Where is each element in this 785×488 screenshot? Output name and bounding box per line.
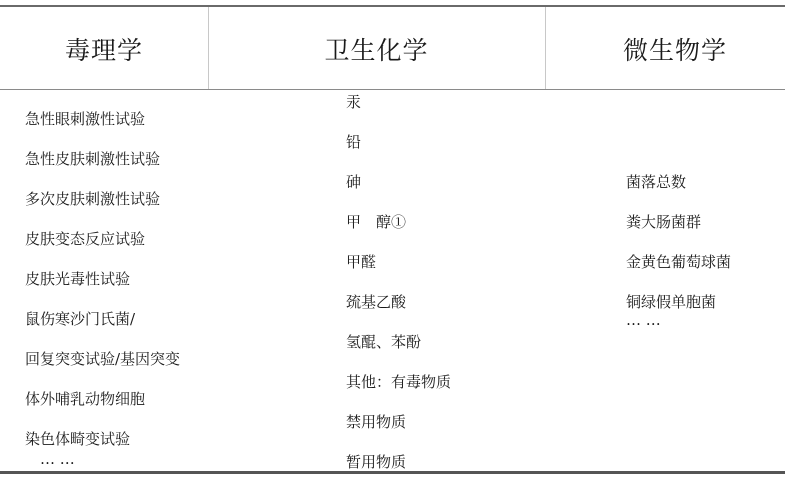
microbiology-item: 铜绿假单胞菌 — [626, 293, 717, 311]
microbiology-item: 菌落总数 — [626, 173, 687, 191]
chemistry-item: 氢醌、苯酚 — [346, 333, 422, 351]
toxicology-item: 皮肤变态反应试验 — [25, 230, 146, 248]
chemistry-item: 暂用物质 — [346, 453, 407, 471]
header-toxicology: 毒理学 — [64, 36, 143, 65]
toxicology-item: 急性眼刺激性试验 — [25, 110, 146, 128]
table-top-rule — [0, 5, 785, 7]
header-microbiology: 微生物学 — [622, 36, 727, 65]
microbiology-item: 粪大肠菌群 — [626, 213, 702, 231]
header-bottom-rule — [0, 89, 785, 90]
chemistry-item: 甲 醇① — [346, 213, 407, 231]
chemistry-item: 甲醛 — [346, 253, 377, 271]
toxicology-item: 急性皮肤刺激性试验 — [25, 150, 161, 168]
microbiology-ellipsis: … … — [626, 311, 661, 329]
toxicology-item: 鼠伤寒沙门氏菌/ — [25, 310, 136, 328]
toxicology-item: 染色体畸变试验 — [25, 430, 131, 448]
chemistry-item: 禁用物质 — [346, 413, 407, 431]
chemistry-item: 砷 — [346, 173, 362, 191]
chemistry-item: 巯基乙酸 — [346, 293, 407, 311]
toxicology-item: 多次皮肤刺激性试验 — [25, 190, 161, 208]
toxicology-ellipsis: … … — [40, 450, 75, 468]
header-divider-2 — [545, 7, 546, 90]
toxicology-item: 体外哺乳动物细胞 — [25, 390, 146, 408]
table-bottom-rule — [0, 471, 785, 474]
toxicology-item: 回复突变试验/基因突变 — [25, 350, 181, 368]
header-hygiene-chemistry: 卫生化学 — [324, 36, 429, 65]
chemistry-item: 汞 — [346, 93, 362, 111]
chemistry-item: 铅 — [346, 133, 362, 151]
microbiology-item: 金黄色葡萄球菌 — [626, 253, 732, 271]
chemistry-item: 其他：有毒物质 — [346, 373, 452, 391]
toxicology-item: 皮肤光毒性试验 — [25, 270, 131, 288]
